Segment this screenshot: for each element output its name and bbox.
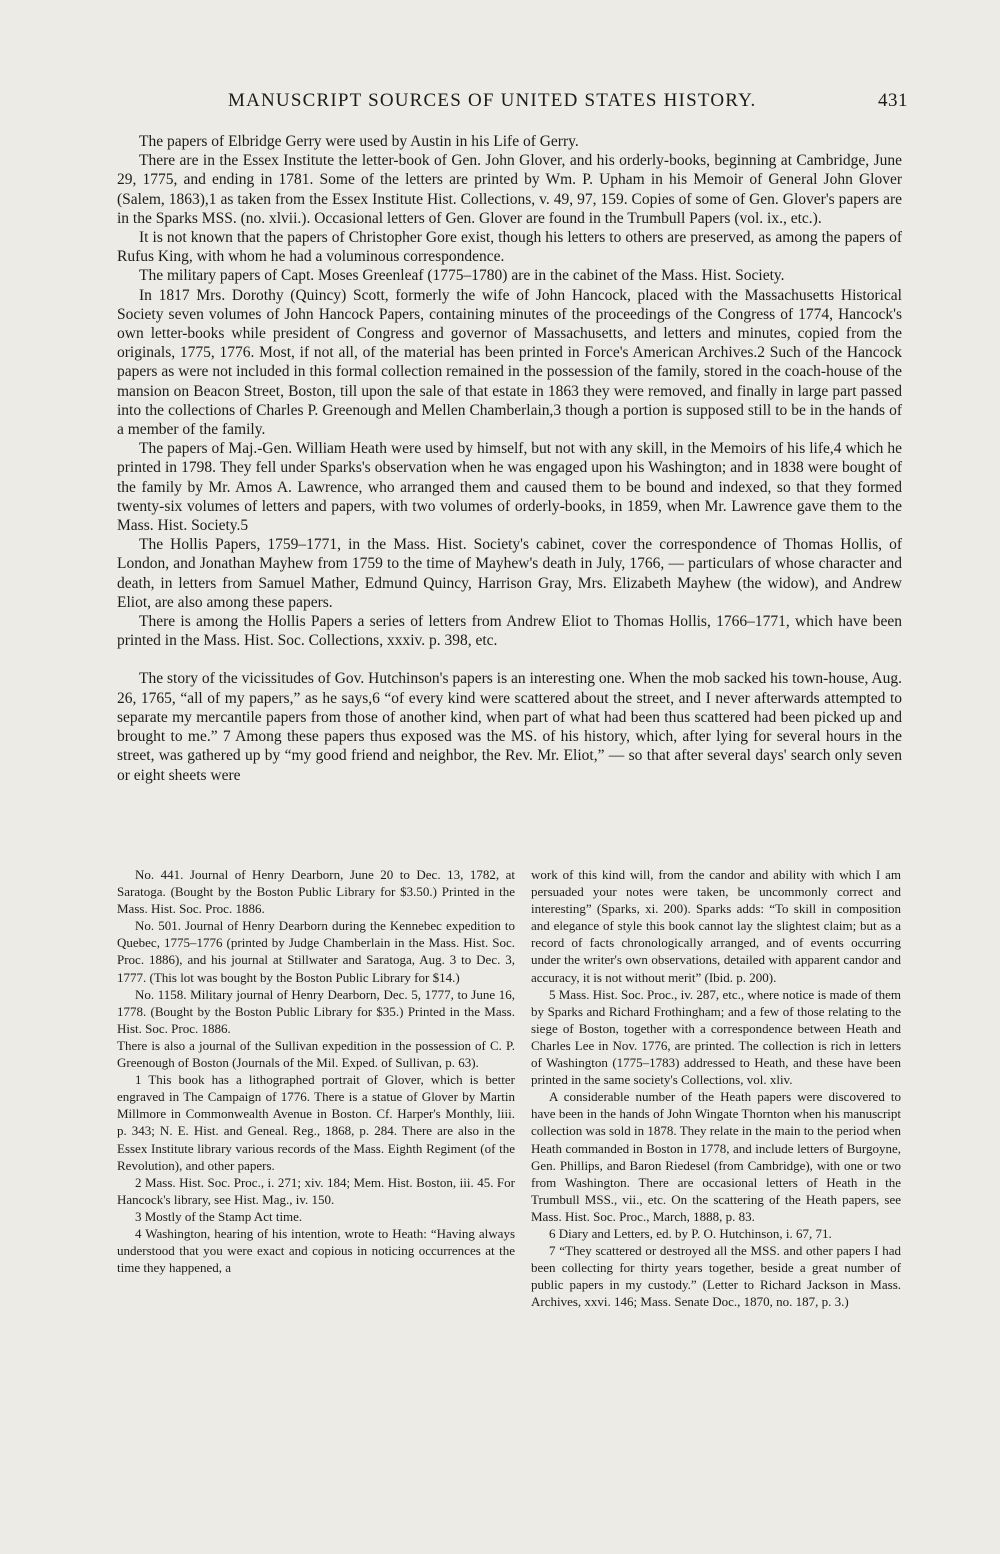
paragraph-heath: The papers of Maj.-Gen. William Heath were used by himself, but not with any skill, in the Memoirs of his life,4 which he printed in 1798. They fell under Sparks's observation when he was engaged upon his Washington; and in 1838 were bought of the family by Mr. Amos A. Lawrence, who arranged them and caused them to be bound and indexed, so that they formed twenty-six volumes of letters and papers, with two volumes of orderly-books, in 1859, when Mr. Lawrence gave them to the Mass. Hist. Society.5 [117,440,902,535]
main-text [117,132,902,785]
note-sullivan: There is also a journal of the Sullivan expedition in the possession of C. P. Greenough of Boston (Journals of the Mil. Exped. of Sullivan, p. 63). [117,1037,515,1071]
footnotes-left-column [117,866,515,1276]
footnote-1: 1 This book has a lithographed portrait of Glover, which is better engraved in The Campaign of 1776. There is a statue of Glover by Martin Millmore in Commonwealth Avenue in Boston. Cf. Harper's Monthly, liii. p. 343; N. E. Hist. and Geneal. Reg., 1868, p. 284. There are also in the Essex Institute library various records of the Mass. Eighth Regiment (of the Revolution), and other papers. [117,1072,515,1173]
footnote-4: 4 Washington, hearing of his intention, wrote to Heath: “Having always understood that you were exact and copious in noticing occurrences at the time they happened, a [117,1225,515,1276]
footnote-7: 7 “They scattered or destroyed all the MSS. and other papers I had been collecting for thirty years together, beside a great number of public papers in my custody.” (Letter to Richard Jackson in Mass. Archives, xxvi. 146; Mass. Senate Doc., 1870, no. 187, p. 3.) [531,1243,901,1310]
paragraph-hollis: The Hollis Papers, 1759–1771, in the Mass. Hist. Society's cabinet, cover the correspondence of Thomas Hollis, of London, and Jonathan Mayhew from 1759 to the time of Mayhew's death in July, 1766, — particulars of whose character and death, in letters from Samuel Mather, Edmund Quincy, Harrison Gray, Mrs. Elizabeth Mayhew (the widow), and Andrew Eliot, are also among these papers. [117,536,902,611]
footnote-5: 5 Mass. Hist. Soc. Proc., iv. 287, etc., where notice is made of them by Sparks and Richard Frothingham; and a few of those relating to the siege of Boston, together with a correspondence between Heath and Charles Lee in Nov. 1776, are printed. The collection is rich in letters of Washington (1775–1783) addressed to Heath, and these have been printed in the same society's Collections, vol. xliv. [531,986,901,1088]
running-title: MANUSCRIPT SOURCES OF UNITED STATES HISTORY. [228,90,757,111]
footnote-3: 3 Mostly of the Stamp Act time. [135,1208,303,1224]
paragraph-glover: There are in the Essex Institute the letter-book of Gen. John Glover, and his orderly-books, beginning at Cambridge, June 29, 1775, and ending in 1781. Some of the letters are printed by Wm. P. Upham in his Memoir of General John Glover (Salem, 1863),1 as taken from the Essex Institute Hist. Collections, v. 49, 97, 159. Copies of some of Gen. Glover's papers are in the Sparks MSS. (no. xlvii.). Occasional letters of Gen. Glover are found in the Trumbull Papers (vol. ix., etc.). [117,152,902,227]
footnote-4-continued: work of this kind will, from the candor and ability with which I am persuaded your notes were taken, be uncommonly correct and interesting” (Sparks, xi. 200). Sparks adds: “To skill in composition and elegance of style this book cannot lay the slightest claim; but as a record of facts chronologically arranged, and of events occurring under the writer's own observations, detailed with apparent candor and accuracy, it is not without merit” (Ibid. p. 200). [531,867,901,985]
paragraph-hutchinson: The story of the vicissitudes of Gov. Hutchinson's papers is an interesting one. When the mob sacked his town-house, Aug. 26, 1765, “all of my papers,” as he says,6 “of every kind were scattered about the street, and I never afterwards attempted to separate my mercantile papers from those of another kind, when part of what had been thus scattered had been picked up and brought to me.” 7 Among these papers thus exposed was the MS. of his history, which, after lying for several hours in the street, was gathered up by “my good friend and neighbor, the Rev. Mr. Eliot,” — so that after several days' search only seven or eight sheets were [117,670,902,784]
running-head [228,90,908,116]
paragraph-gerry: The papers of Elbridge Gerry were used by Austin in his Life of Gerry. [139,133,579,150]
footnote-2: 2 Mass. Hist. Soc. Proc., i. 271; xiv. 184; Mem. Hist. Boston, iii. 45. For Hancock's library, see Hist. Mag., iv. 150. [117,1174,515,1207]
paragraph-hollis-eliot: There is among the Hollis Papers a series of letters from Andrew Eliot to Thomas Hollis, 1766–1771, which have been printed in the Mass. Hist. Soc. Collections, xxxiv. p. 398, etc. [117,613,902,650]
note-dearborn-1158: No. 1158. Military journal of Henry Dearborn, Dec. 5, 1777, to June 16, 1778. (Bought by the Boston Public Library for $35.) Printed in the Mass. Hist. Soc. Proc. 1886. [117,986,515,1036]
page-number: 431 [878,90,908,111]
footnotes-right-column [531,866,901,1310]
paragraph-gore: It is not known that the papers of Christopher Gore exist, though his letters to others are preserved, as among the papers of Rufus King, with whom he had a voluminous correspondence. [117,229,902,266]
footnote-6: 6 Diary and Letters, ed. by P. O. Hutchinson, i. 67, 71. [549,1225,832,1241]
note-dearborn-501: No. 501. Journal of Henry Dearborn during the Kennebec expedition to Quebec, 1775–1776 (printed by Judge Chamberlain in the Mass. Hist. Soc. Proc. 1886), and his journal at Stillwater and Saratoga, Aug. 3 to Dec. 3, 1777. (This lot was bought by the Boston Public Library for $14.) [117,918,515,985]
note-dearborn-441: No. 441. Journal of Henry Dearborn, June 20 to Dec. 13, 1782, at Saratoga. (Bought by the Boston Public Library for $3.50.) Printed in the Mass. Hist. Soc. Proc. 1886. [117,867,515,917]
footnote-5-continued: A considerable number of the Heath papers were discovered to have been in the hands of John Wingate Thornton when his manuscript collection was sold in 1878. They relate in the main to the period when Heath commanded in Boston in 1778, and include letters of Burgoyne, Gen. Phillips, and Baron Riedesel (from Cambridge), with one or two from Washington. There are occasional letters of Heath in the Trumbull MSS., vii., etc. On the scattering of the Heath papers, see Mass. Hist. Soc. Proc., March, 1888, p. 83. [531,1089,901,1224]
paragraph-greenleaf: The military papers of Capt. Moses Greenleaf (1775–1780) are in the cabinet of the Mass. Hist. Society. [139,267,785,285]
paragraph-hancock: In 1817 Mrs. Dorothy (Quincy) Scott, formerly the wife of John Hancock, placed with the Massachusetts Historical Society seven volumes of John Hancock Papers, containing minutes of the proceedings of the Congress of 1774, Hancock's own letter-books while president of Congress and governor of Massachusetts, and letters and minutes, copied from the originals, 1775, 1776. Most, if not all, of the material has been printed in Force's American Archives.2 Such of the Hancock papers as were not included in this formal collection remained in the possession of the family, stored in the coach-house of the mansion on Beacon Street, Boston, till upon the sale of that estate in 1863 they were removed, and finally in large part passed into the collections of Charles P. Greenough and Mellen Chamberlain,3 though a portion is supposed still to be in the hands of a member of the family. [117,286,902,439]
